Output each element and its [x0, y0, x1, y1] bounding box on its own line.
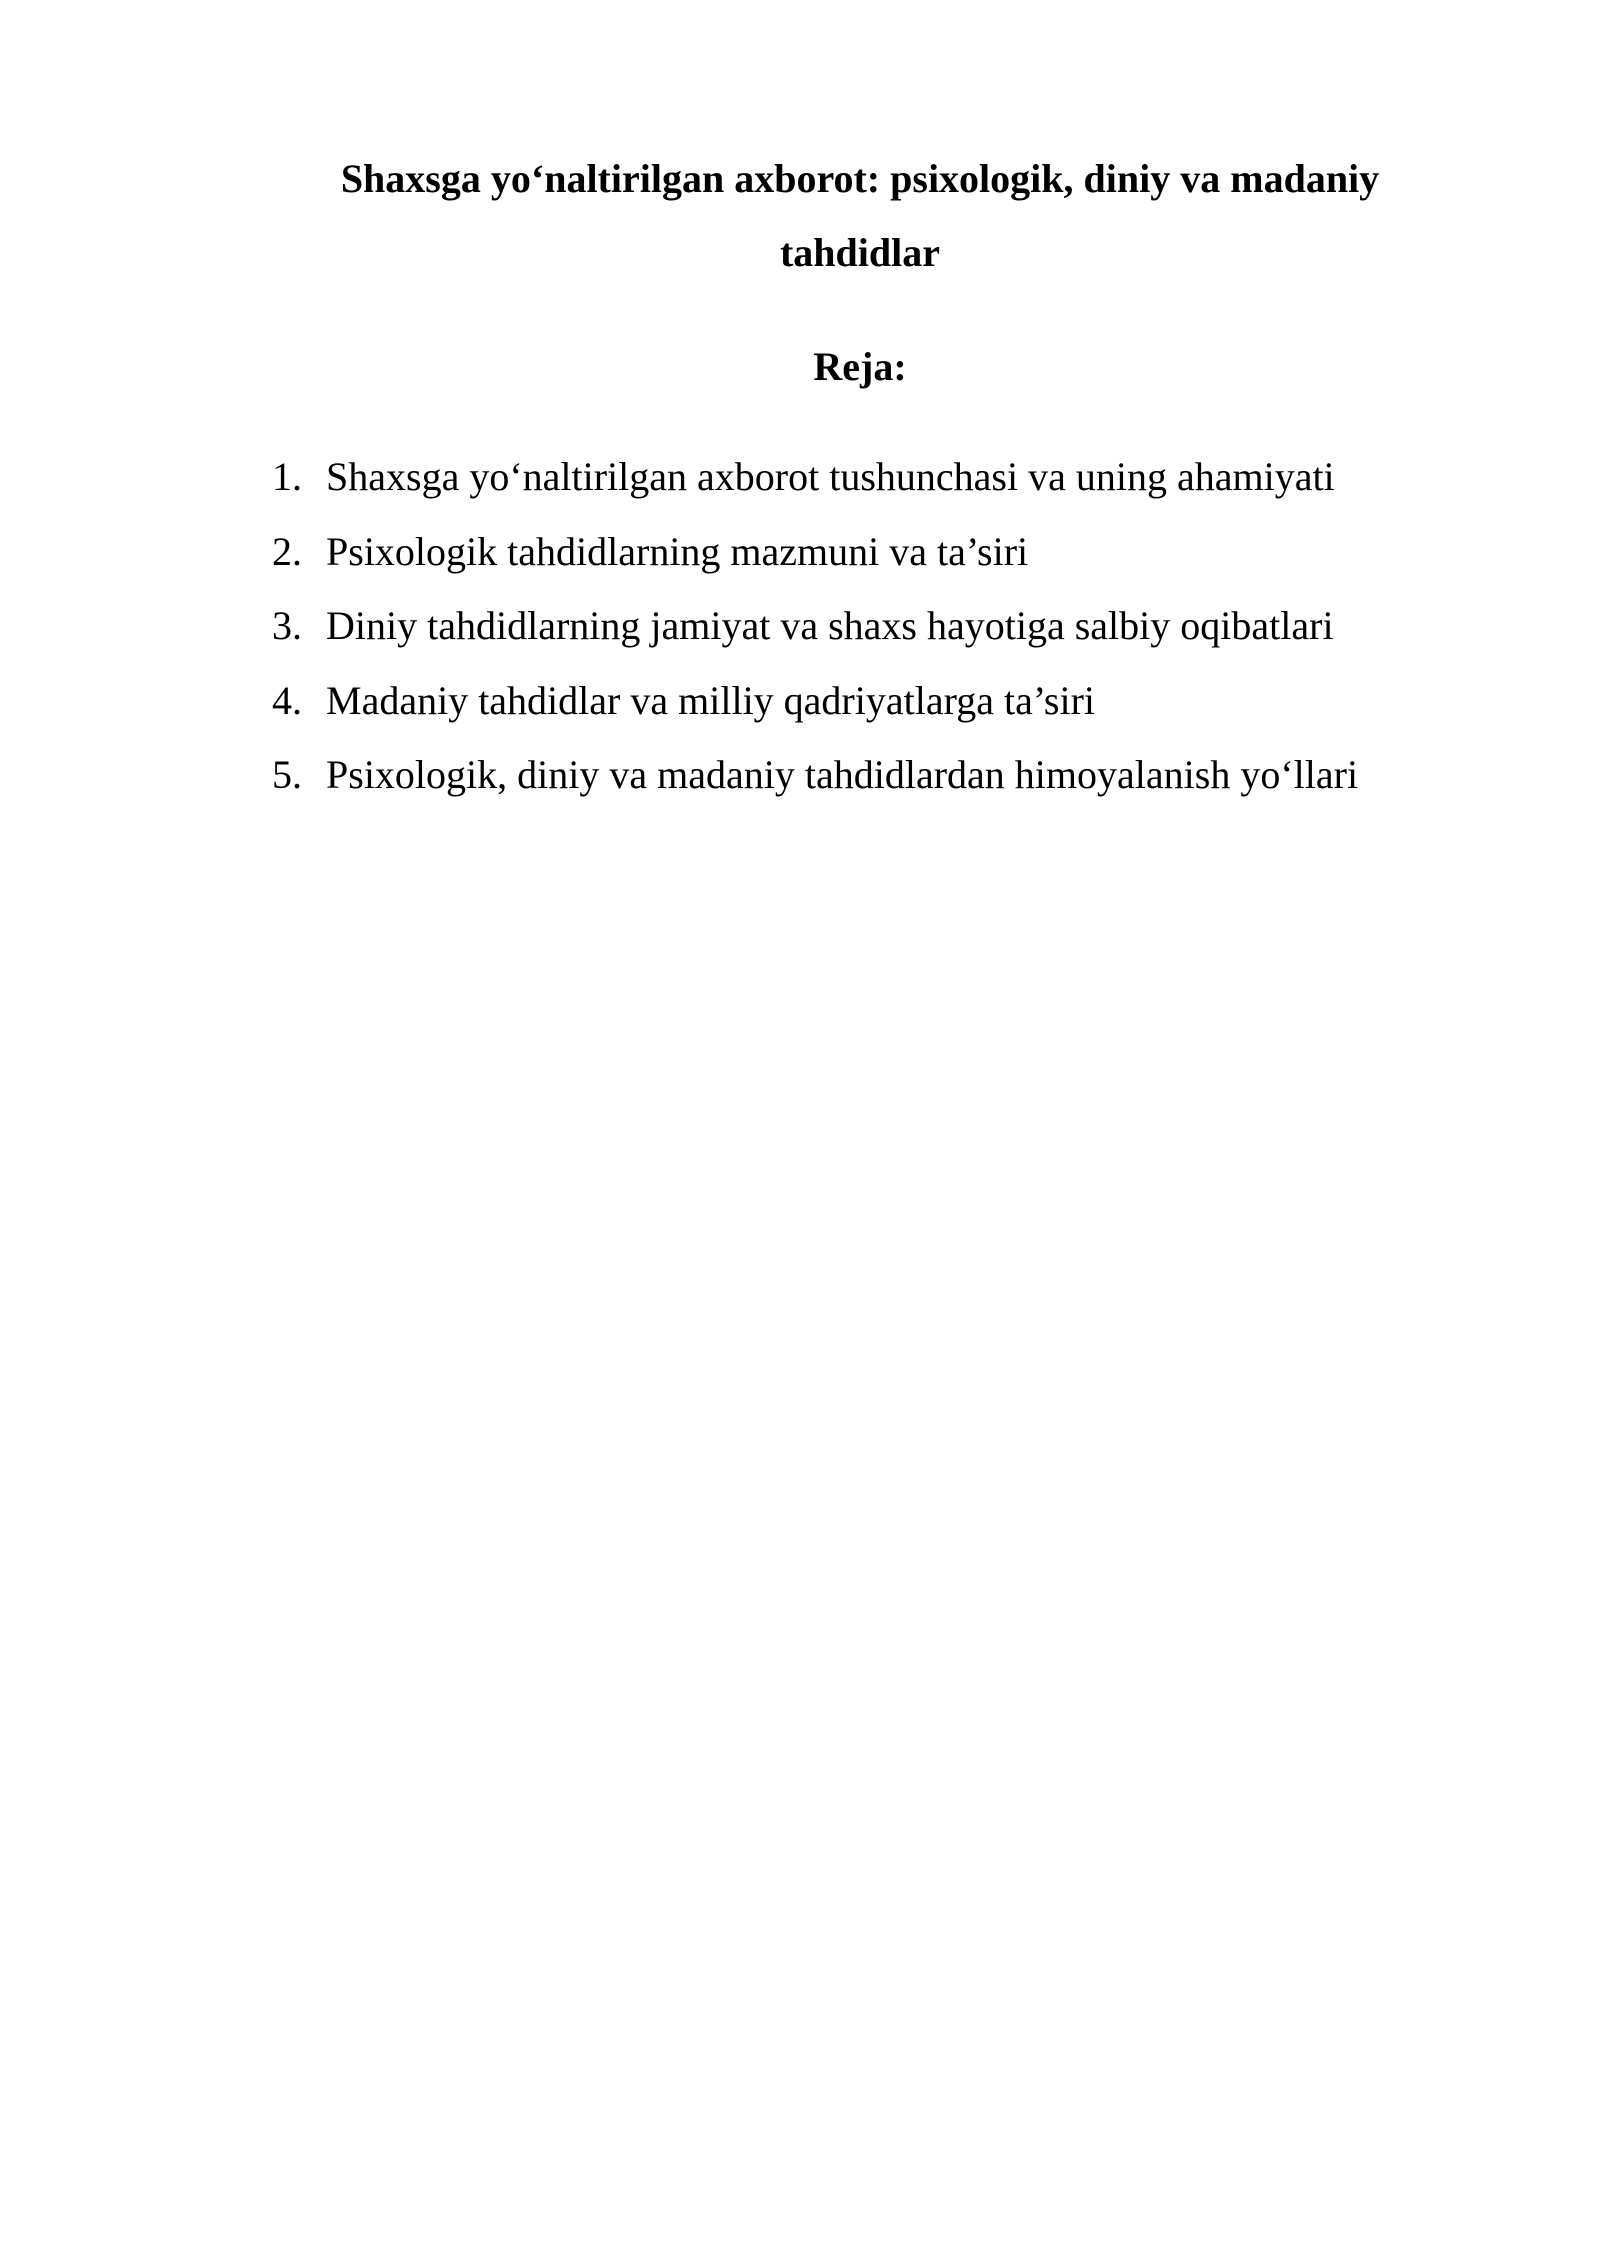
plan-item-number: 3. — [272, 603, 302, 648]
plan-item — [272, 664, 1562, 739]
plan-list — [272, 440, 1562, 813]
plan-item — [272, 589, 1562, 664]
document-title — [240, 142, 1480, 290]
title-line-2: tahdidlar — [779, 230, 941, 275]
plan-item-text: Psixologik, diniy va madaniy tahdidlardan himoyalanish yo‘llari — [326, 752, 1359, 797]
plan-item — [272, 515, 1562, 590]
plan-item-text: Psixologik tahdidlarning mazmuni va ta’siri — [326, 528, 1029, 574]
plan-item-number: 5. — [272, 752, 302, 797]
plan-item-text: Madaniy tahdidlar va milliy qadriyatlarga ta’siri — [326, 677, 1096, 723]
title-line-1: Shaxsga yo‘naltirilgan axborot: psixologik, diniy va madaniy — [340, 156, 1380, 201]
plan-heading: Reja: — [813, 344, 907, 389]
plan-item-number: 1. — [272, 454, 302, 499]
plan-item — [272, 738, 1562, 813]
plan-item-text: Shaxsga yo‘naltirilgan axborot tushunchasi va uning ahamiyati — [326, 454, 1335, 499]
plan-item-text: Diniy tahdidlarning jamiyat va shaxs hayotiga salbiy oqibatlari — [326, 603, 1334, 648]
plan-item-number: 4. — [272, 677, 302, 723]
plan-item-number: 2. — [272, 528, 302, 574]
plan-item — [272, 440, 1562, 515]
